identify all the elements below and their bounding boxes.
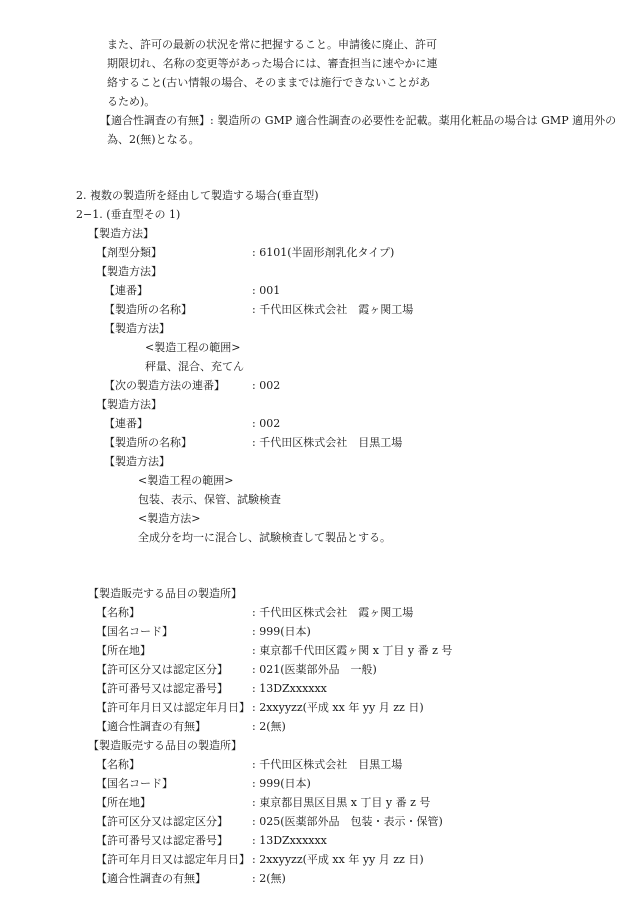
method2-serial-value: : 002 bbox=[252, 417, 281, 430]
site2-name-value: : 千代田区株式会社 目黒工場 bbox=[252, 758, 403, 771]
site1-gmp-value: : 2(無) bbox=[252, 720, 286, 733]
site1-permit-class-label: 【許可区分又は認定区分】 bbox=[96, 663, 228, 676]
method2-proc-label: <製造方法> bbox=[138, 512, 201, 525]
site2-address-label: 【所在地】 bbox=[96, 796, 151, 809]
site2-gmp-value: : 2(無) bbox=[252, 872, 286, 885]
method1-title: 【製造方法】 bbox=[96, 265, 162, 278]
site2-title: 【製造販売する品目の製造所】 bbox=[88, 739, 242, 752]
method1-site-label: 【製造所の名称】 bbox=[104, 303, 192, 316]
site2-name-label: 【名称】 bbox=[96, 758, 140, 771]
manufacturing-method-title: 【製造方法】 bbox=[88, 227, 154, 240]
site1-title: 【製造販売する品目の製造所】 bbox=[88, 587, 242, 600]
intro-line-2: 期限切れ、名称の変更等があった場合には、審査担当に速やかに連 bbox=[107, 57, 438, 70]
site1-permit-class-value: : 021(医薬部外品 一般) bbox=[252, 663, 377, 676]
site2-permit-date-value: : 2xxyyzz(平成 xx 年 yy 月 zz 日) bbox=[252, 853, 424, 866]
site2-permit-class-label: 【許可区分又は認定区分】 bbox=[96, 815, 228, 828]
method1-scope-label: <製造工程の範囲> bbox=[145, 341, 241, 354]
site2-country-label: 【国名コード】 bbox=[96, 777, 173, 790]
site2-permit-date-label: 【許可年月日又は認定年月日】 bbox=[96, 853, 250, 866]
method1-serial-value: : 001 bbox=[252, 284, 281, 297]
site2-permit-class-value: : 025(医薬部外品 包装・表示・保管) bbox=[252, 815, 443, 828]
site1-permit-date-label: 【許可年月日又は認定年月日】 bbox=[96, 701, 250, 714]
site1-address-value: : 東京都千代田区霞ヶ関 x 丁目 y 番 z 号 bbox=[252, 644, 453, 657]
method1-next-value: : 002 bbox=[252, 379, 281, 392]
method1-scope-value: 秤量、混合、充てん bbox=[145, 360, 244, 373]
method2-scope-label: <製造工程の範囲> bbox=[138, 474, 234, 487]
site1-permit-no-label: 【許可番号又は認定番号】 bbox=[96, 682, 228, 695]
method1-next-label: 【次の製造方法の連番】 bbox=[104, 379, 225, 392]
method1-site-value: : 千代田区株式会社 霞ヶ関工場 bbox=[252, 303, 414, 316]
method2-site-value: : 千代田区株式会社 目黒工場 bbox=[252, 436, 403, 449]
intro-line-1: また、許可の最新の状況を常に把握すること。申請後に廃止、許可 bbox=[107, 38, 437, 51]
site1-permit-date-value: : 2xxyyzz(平成 xx 年 yy 月 zz 日) bbox=[252, 701, 424, 714]
method2-scope-value: 包装、表示、保管、試験検査 bbox=[138, 493, 281, 506]
method2-site-label: 【製造所の名称】 bbox=[104, 436, 192, 449]
method2-method-label: 【製造方法】 bbox=[104, 455, 170, 468]
intro-line-4: るため)。 bbox=[107, 95, 156, 108]
site2-address-value: : 東京都目黒区目黒 x 丁目 y 番 z 号 bbox=[252, 796, 431, 809]
sub-section-heading: 2−1. (垂直型その 1) bbox=[76, 208, 181, 221]
intro-line-3: 絡すること(古い情報の場合、そのままでは施行できないことがあ bbox=[107, 76, 431, 89]
dosage-form-value: : 6101(半固形剤乳化タイプ) bbox=[252, 246, 395, 259]
site1-permit-no-value: : 13DZxxxxxx bbox=[252, 682, 327, 695]
site2-country-value: : 999(日本) bbox=[252, 777, 311, 790]
site2-permit-no-value: : 13DZxxxxxx bbox=[252, 834, 327, 847]
method1-serial-label: 【連番】 bbox=[104, 284, 148, 297]
method1-method-label: 【製造方法】 bbox=[104, 322, 170, 335]
method2-proc-value: 全成分を均一に混合し、試験検査して製品とする。 bbox=[138, 531, 391, 544]
site1-name-value: : 千代田区株式会社 霞ヶ関工場 bbox=[252, 606, 414, 619]
method2-serial-label: 【連番】 bbox=[104, 417, 148, 430]
section-heading: 2. 複数の製造所を経由して製造する場合(垂直型) bbox=[76, 189, 319, 202]
site1-name-label: 【名称】 bbox=[96, 606, 140, 619]
dosage-form-label: 【剤型分類】 bbox=[96, 246, 162, 259]
gmp-note-line-1: 【適合性調査の有無】: 製造所の GMP 適合性調査の必要性を記載。薬用化粧品の場合は GMP 適用外の bbox=[100, 114, 617, 127]
site1-address-label: 【所在地】 bbox=[96, 644, 151, 657]
site1-country-label: 【国名コード】 bbox=[96, 625, 173, 638]
site1-gmp-label: 【適合性調査の有無】 bbox=[96, 720, 206, 733]
site2-permit-no-label: 【許可番号又は認定番号】 bbox=[96, 834, 228, 847]
site2-gmp-label: 【適合性調査の有無】 bbox=[96, 872, 206, 885]
method2-title: 【製造方法】 bbox=[96, 398, 162, 411]
site1-country-value: : 999(日本) bbox=[252, 625, 311, 638]
gmp-note-line-2: 為、2(無)となる。 bbox=[107, 133, 200, 146]
